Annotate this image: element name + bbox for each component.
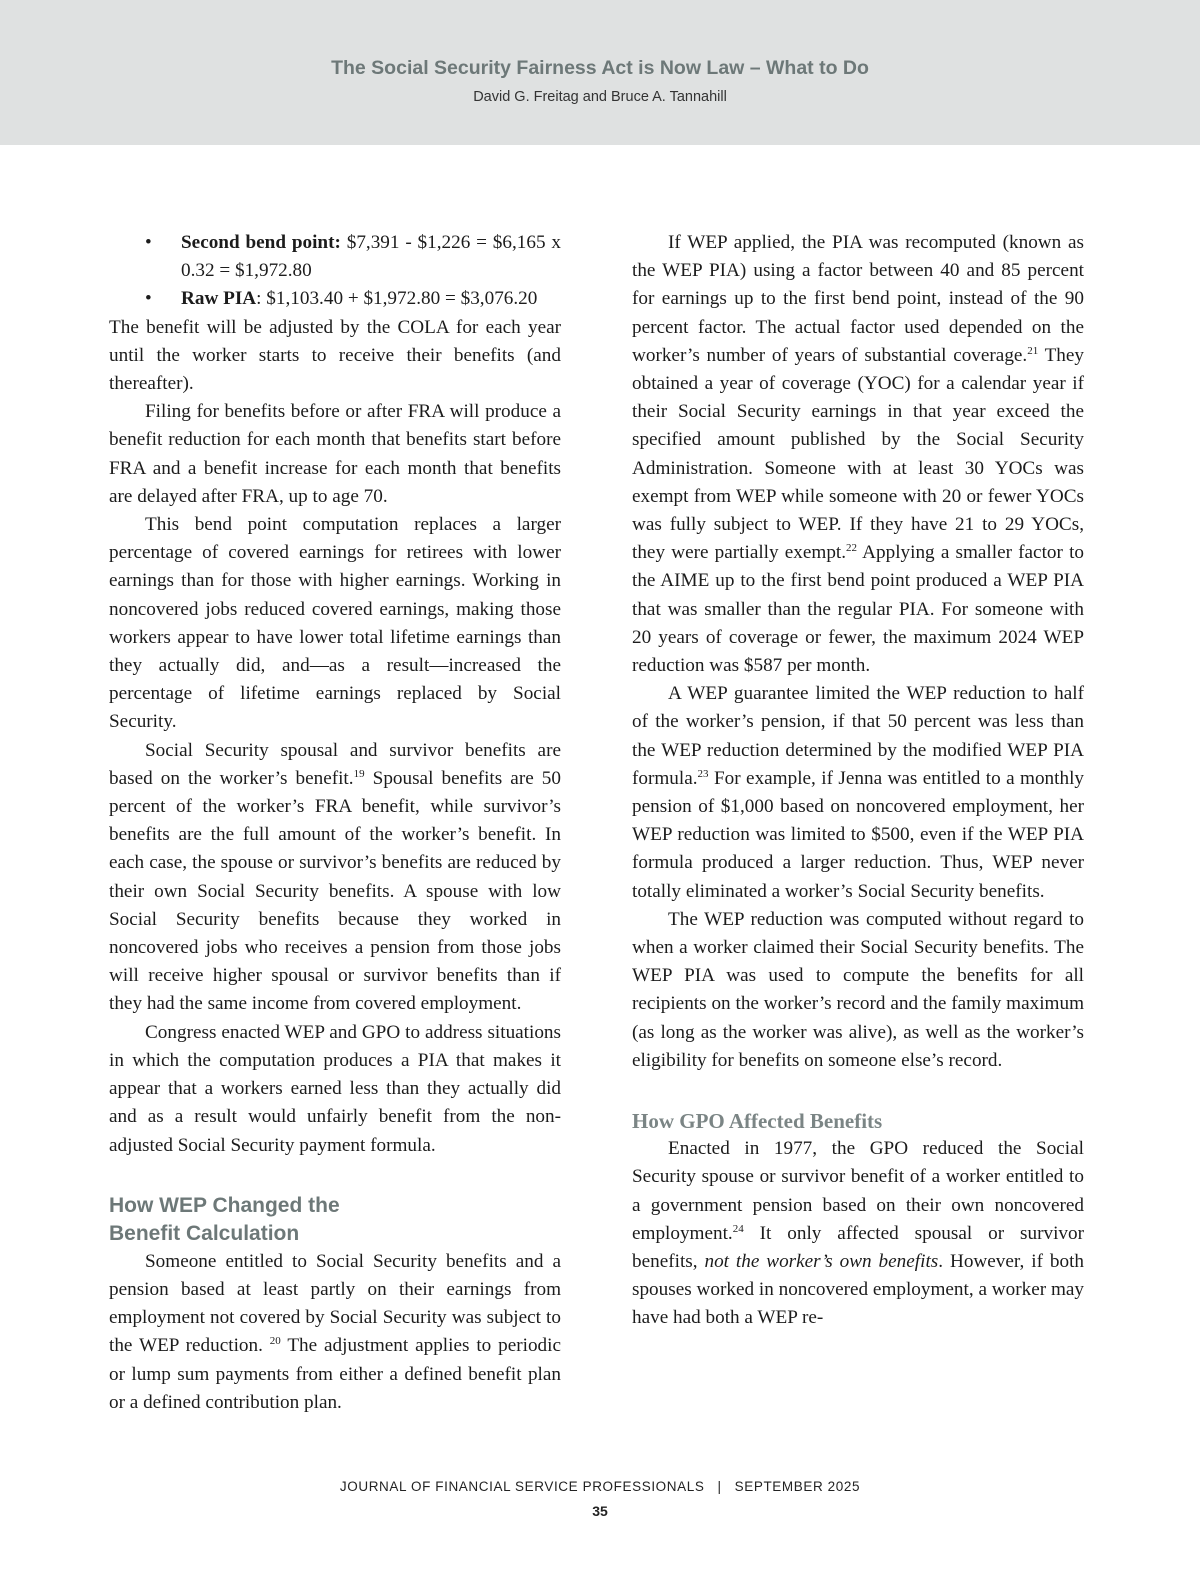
footnote-ref: 24 xyxy=(732,1222,744,1235)
footnote-ref: 21 xyxy=(1027,344,1039,357)
text-run: Social Security spousal and survivor benefits are based on the worker’s benefit. xyxy=(109,739,561,789)
section-heading xyxy=(109,1192,561,1248)
footnote-ref: 20 xyxy=(269,1335,281,1348)
text-run: . However, if both spouses worked in noncovered employment, a worker may have had both a WEP re- xyxy=(632,1250,1085,1329)
bullet-label: Raw PIA xyxy=(181,288,257,310)
paragraph: The WEP reduction was computed without regard to when a worker claimed their Social Security benefits. The WEP PIA was used to compute the benefits for all recipients on the worker’s record and the family maximum (as long as the worker was alive), as well as the worker’s eligibility for benefits on someone else’s record. xyxy=(632,908,1084,1071)
text-run: If WEP applied, the PIA was recomputed (known as the WEP PIA) using a factor between 40 and 85 percent for earnings up to the first bend point, instead of the 90 percent factor. The actual factor used depended on the worker’s number of years of substantial coverage. xyxy=(632,232,1084,366)
page-header xyxy=(0,0,1200,145)
paragraph xyxy=(109,737,561,1019)
text-run: Applying a smaller factor to the AIME up to the first bend point produced a WEP PIA that was smaller than the regular PIA. For someone with 20 years of coverage or fewer, the maximum 2024 WEP reduction was $587 per month. xyxy=(632,542,1084,677)
paragraph: The benefit will be adjusted by the COLA for each year until the worker starts to receive their benefits (and thereafter). xyxy=(109,316,561,395)
page-number: 35 xyxy=(592,1503,608,1519)
paragraph xyxy=(632,680,1084,906)
bullet-text: $7,391 - $1,226 = $6,165 x 0.32 = $1,972.80 xyxy=(181,232,561,282)
left-column xyxy=(109,229,561,1417)
article-authors: David G. Freitag and Bruce A. Tannahill xyxy=(473,89,727,105)
journal-footer: JOURNAL OF FINANCIAL SERVICE PROFESSIONALS | SEPTEMBER 2025 xyxy=(339,1479,861,1494)
text-run: It only affected spousal or survivor benefits, xyxy=(632,1222,1084,1272)
bullet-second-bend-point xyxy=(109,229,561,285)
bullet-dot-icon: • xyxy=(145,232,152,253)
paragraph: This bend point computation replaces a larger percentage of covered earnings for retirees with lower earnings than for those with higher earnings. Working in noncovered jobs reduced covered earnings, making those workers appear to have lower total lifetime earnings than they actually did, and—as a result—increased the percentage of lifetime earnings replaced by Social Security. xyxy=(109,514,561,733)
paragraph: Congress enacted WEP and GPO to address situations in which the computation produces a PIA that makes it appear that a workers earned less than they actually did and as a result would unfairly benefit from the non-adjusted Social Security payment formula. xyxy=(109,1021,561,1156)
paragraph: Filing for benefits before or after FRA will produce a benefit reduction for each month that benefits start before FRA and a benefit increase for each month that benefits are delayed after FRA, up to age 70. xyxy=(109,401,561,507)
text-run: They obtained a year of coverage (YOC) for a calendar year if their Social Security earnings in that year exceed the specified amount published by the Social Security Administration. Someone with at least 30 YOCs was exempt from WEP while someone with 20 or fewer YOCs was fully subject to WEP. If they have 21 to 29 YOCs, they were partially exempt. xyxy=(632,344,1085,564)
italic-text: not the worker’s own benefits xyxy=(704,1250,939,1272)
bullet-raw-pia xyxy=(109,285,561,313)
footnote-ref: 23 xyxy=(697,767,709,780)
text-run: For example, if Jenna was entitled to a monthly pension of $1,000 based on noncovered employment, her WEP reduction was limited to $500, even if the WEP PIA formula produced a larger reduction. Thus, WEP never totally eliminated a worker’s Social Security benefits. xyxy=(632,767,1084,902)
text-run: A WEP guarantee limited the WEP reduction to half of the worker’s pension, if that 50 percent was less than the WEP reduction determined by the modified WEP PIA formula. xyxy=(632,683,1084,789)
bullet-dot-icon: • xyxy=(145,288,152,310)
section-heading: How GPO Affected Benefits xyxy=(632,1109,883,1134)
footnote-ref: 19 xyxy=(353,767,365,780)
heading-line: How WEP Changed the xyxy=(109,1193,340,1217)
right-column xyxy=(632,229,1084,1333)
paragraph xyxy=(109,1248,561,1417)
paragraph xyxy=(632,1135,1084,1332)
heading-line: Benefit Calculation xyxy=(109,1221,300,1245)
paragraph xyxy=(632,229,1084,680)
text-run: The adjustment applies to periodic or lump sum payments from either a defined benefit plan or a defined contribution plan. xyxy=(109,1335,561,1413)
bullet-text: : $1,103.40 + $1,972.80 = $3,076.20 xyxy=(256,288,538,310)
footnote-ref: 22 xyxy=(846,542,858,555)
bullet-label: Second bend point: xyxy=(181,232,341,253)
article-title: The Social Security Fairness Act is Now Law – What to Do xyxy=(331,57,869,79)
text-run: Spousal benefits are 50 percent of the worker’s FRA benefit, while survivor’s benefits are the full amount of the worker’s benefit. In each case, the spouse or survivor’s benefits are reduced by their own Social Security benefits. A spouse with low Social Security benefits because they worked in noncovered jobs who receives a pension from those jobs will receive higher spousal or survivor benefits than if they had the same income from covered employment. xyxy=(109,767,561,1015)
text-run: Someone entitled to Social Security benefits and a pension based at least partly on their earnings from employment not covered by Social Security was subject to the WEP reduction. xyxy=(109,1250,561,1357)
text-run: Enacted in 1977, the GPO reduced the Social Security spouse or survivor benefit of a worker entitled to a government pension based on their own noncovered employment. xyxy=(632,1138,1084,1244)
